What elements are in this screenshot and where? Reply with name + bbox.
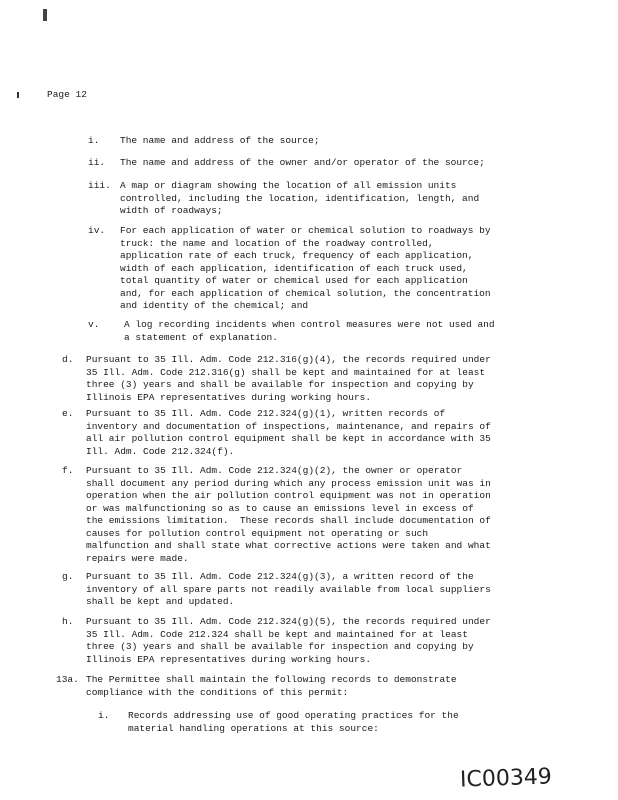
list-item [88,135,528,149]
list-item [62,408,532,460]
item-text: Pursuant to 35 Ill. Adm. Code 212.324(g)(5), the records required under 35 Ill. Adm. Code 212.324 shall be kept and maintained for at least three (3) years and shall be available for inspection and copying by Illinois EPA representatives during working hours. [86,616,491,665]
item-text: Pursuant to 35 Ill. Adm. Code 212.324(g)(3), a written record of the inventory of all spare parts not readily available from local suppliers shall be kept and updated. [86,571,491,607]
handwritten-stamp: IC00349 [459,764,553,793]
item-text: Pursuant to 35 Ill. Adm. Code 212.316(g)(4), the records required under 35 Ill. Adm. Code 212.316(g) shall be kept and maintained for at least three (3) years and shall be available for inspection and copying by Illinois EPA representatives during working hours. [86,354,491,403]
list-item [62,465,532,567]
list-item [88,319,528,347]
scan-mark [43,9,47,21]
list-item [88,157,528,171]
list-item [88,225,528,315]
item-number: ii. [88,157,106,168]
item-number: iii. [88,180,111,191]
page-number: Page 12 [47,89,87,100]
item-number: iv. [88,225,106,236]
item-text: Pursuant to 35 Ill. Adm. Code 212.324(g)(1), written records of inventory and documentation of inspections, maintenance, and repairs of all air pollution control equipment shall be kept in accordance with 35 Ill. Adm. Code 212.324(f). [86,408,491,457]
item-number: e. [62,408,74,419]
item-text: The name and address of the owner and/or operator of the source; [120,157,485,168]
item-text: Records addressing use of good operating practices for the material handling operations at this source: [128,710,459,734]
section-13a [56,674,532,702]
list-item [88,180,528,220]
list-item [98,710,528,738]
list-item [62,354,532,406]
item-number: v. [88,319,100,330]
item-number: f. [62,465,74,476]
item-text: A map or diagram showing the location of all emission units controlled, including the location, identification, length, and width of roadways; [120,180,480,216]
item-number: g. [62,571,74,582]
item-number: i. [88,135,100,146]
item-text: For each application of water or chemical solution to roadways by truck: the name and location of the roadway controlled, application rate of each truck, frequency of each application, width of each application, identification of each truck used, total quantity of water or chemical used for each application and, for each application of chemical solution, the concentration and identity of the chemical; and [120,225,491,311]
scan-mark [17,92,19,98]
item-text: The Permittee shall maintain the following records to demonstrate compliance with the conditions of this permit: [86,674,457,698]
item-text: Pursuant to 35 Ill. Adm. Code 212.324(g)(2), the owner or operator shall document any period during which any process emission unit was in operation when the air pollution control equipment was not in operation or was malfunctioning so as to cause an emissions level in excess of the emissions limitation. These records shall include documentation of causes for pollution control equipment not operating or such malfunction and shall state what corrective actions were taken and what repairs were made. [86,465,491,564]
item-text: A log recording incidents when control measures were not used and a statement of explanation. [124,319,495,343]
item-number: h. [62,616,74,627]
item-number: 13a. [56,674,79,685]
item-number: i. [98,710,110,721]
list-item [62,571,532,611]
item-number: d. [62,354,74,365]
item-text: The name and address of the source; [120,135,320,146]
list-item [62,616,532,668]
